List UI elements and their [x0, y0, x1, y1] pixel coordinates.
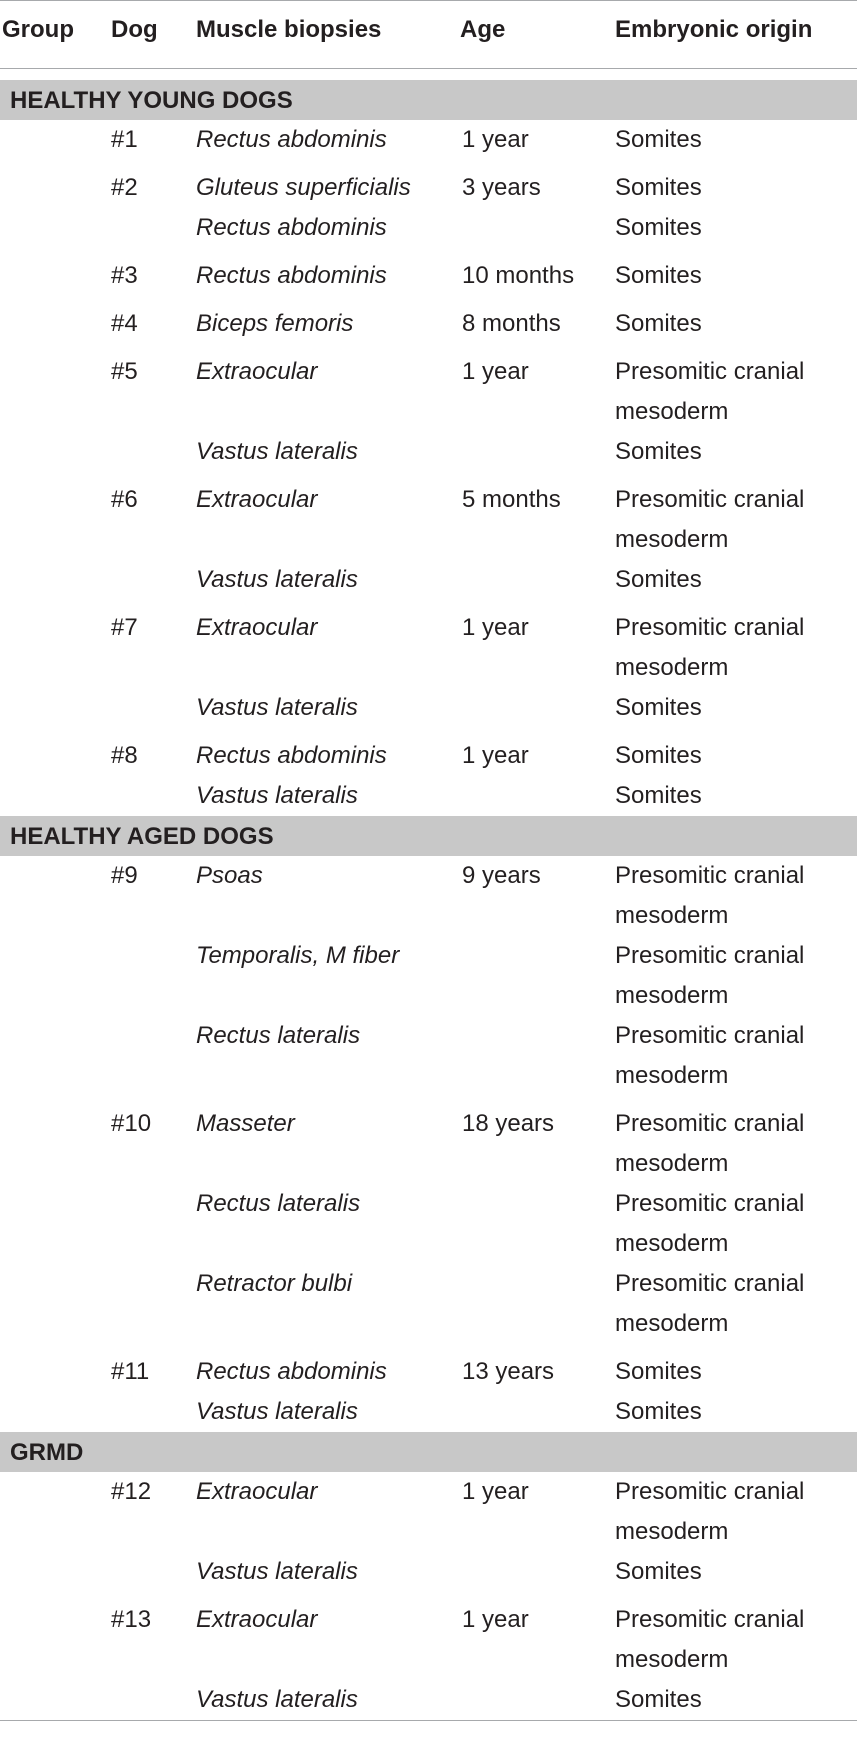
- dog-age: 1 year: [462, 126, 529, 153]
- muscle-name: Rectus abdominis: [196, 126, 387, 153]
- embryonic-origin: mesoderm: [615, 1230, 729, 1257]
- muscle-name: Rectus abdominis: [196, 262, 387, 289]
- embryonic-origin: mesoderm: [615, 1062, 729, 1089]
- group-band: [0, 816, 857, 856]
- header-dog: Dog: [111, 16, 158, 43]
- embryonic-origin: mesoderm: [615, 1150, 729, 1177]
- muscle-name: Biceps femoris: [196, 310, 354, 337]
- dog-id: #9: [111, 862, 138, 889]
- header-row: [0, 0, 857, 68]
- muscle-name: Extraocular: [196, 486, 318, 513]
- dog-age: 13 years: [462, 1358, 555, 1385]
- embryonic-origin: Somites: [615, 1558, 702, 1585]
- embryonic-origin: Somites: [615, 694, 702, 721]
- embryonic-origin: Somites: [615, 174, 702, 201]
- dog-id: #6: [111, 486, 138, 513]
- header-embryonic-origin: Embryonic origin: [615, 16, 813, 43]
- dog-age: 3 years: [462, 174, 541, 201]
- header-group: Group: [2, 16, 74, 43]
- header-rule: [0, 68, 857, 69]
- embryonic-origin: Presomitic cranial: [615, 1110, 805, 1137]
- bottom-rule: [0, 1720, 857, 1721]
- dog-id: #3: [111, 262, 138, 289]
- embryonic-origin: Somites: [615, 214, 702, 241]
- muscle-name: Masseter: [196, 1110, 295, 1137]
- muscle-name: Retractor bulbi: [196, 1270, 353, 1297]
- dog-age: 18 years: [462, 1110, 555, 1137]
- dog-id: #8: [111, 742, 138, 769]
- muscle-name: Extraocular: [196, 358, 318, 385]
- embryonic-origin: Somites: [615, 1686, 702, 1713]
- embryonic-origin: Somites: [615, 126, 702, 153]
- embryonic-origin: Presomitic cranial: [615, 1190, 805, 1217]
- embryonic-origin: Somites: [615, 1398, 702, 1425]
- header-age: Age: [460, 16, 506, 43]
- embryonic-origin: mesoderm: [615, 902, 729, 929]
- muscle-name: Rectus lateralis: [196, 1022, 361, 1049]
- embryonic-origin: Somites: [615, 438, 702, 465]
- embryonic-origin: mesoderm: [615, 982, 729, 1009]
- header-muscle-biopsies: Muscle biopsies: [196, 16, 382, 43]
- muscle-name: Extraocular: [196, 1478, 318, 1505]
- group-label: HEALTHY YOUNG DOGS: [10, 87, 293, 114]
- dog-age: 1 year: [462, 1606, 529, 1633]
- embryonic-origin: mesoderm: [615, 1518, 729, 1545]
- muscle-name: Temporalis, M fiber: [196, 942, 400, 969]
- muscle-name: Vastus lateralis: [196, 566, 358, 593]
- muscle-name: Vastus lateralis: [196, 438, 358, 465]
- muscle-name: Vastus lateralis: [196, 782, 358, 809]
- embryonic-origin: Presomitic cranial: [615, 358, 805, 385]
- embryonic-origin: mesoderm: [615, 654, 729, 681]
- embryonic-origin: mesoderm: [615, 398, 729, 425]
- embryonic-origin: mesoderm: [615, 526, 729, 553]
- muscle-name: Rectus abdominis: [196, 1358, 387, 1385]
- dog-id: #1: [111, 126, 138, 153]
- dog-id: #7: [111, 614, 138, 641]
- embryonic-origin: Presomitic cranial: [615, 486, 805, 513]
- group-label: GRMD: [10, 1439, 84, 1466]
- dog-id: #5: [111, 358, 138, 385]
- dog-age: 9 years: [462, 862, 541, 889]
- embryonic-origin: Presomitic cranial: [615, 614, 805, 641]
- dog-id: #10: [111, 1110, 152, 1137]
- muscle-name: Rectus abdominis: [196, 214, 387, 241]
- embryonic-origin: Somites: [615, 566, 702, 593]
- muscle-name: Extraocular: [196, 1606, 318, 1633]
- muscle-name: Rectus abdominis: [196, 742, 387, 769]
- embryonic-origin: Somites: [615, 742, 702, 769]
- embryonic-origin: mesoderm: [615, 1310, 729, 1337]
- embryonic-origin: Presomitic cranial: [615, 942, 805, 969]
- dog-age: 1 year: [462, 742, 529, 769]
- dog-age: 8 months: [462, 310, 561, 337]
- dog-age: 1 year: [462, 358, 529, 385]
- muscle-name: Vastus lateralis: [196, 694, 358, 721]
- muscle-name: Vastus lateralis: [196, 1398, 358, 1425]
- group-label: HEALTHY AGED DOGS: [10, 823, 274, 850]
- group-band: [0, 1432, 857, 1472]
- embryonic-origin: Presomitic cranial: [615, 1606, 805, 1633]
- muscle-name: Gluteus superficialis: [196, 174, 411, 201]
- group-band: [0, 80, 857, 120]
- embryonic-origin: Somites: [615, 782, 702, 809]
- embryonic-origin: Presomitic cranial: [615, 862, 805, 889]
- embryonic-origin: Presomitic cranial: [615, 1022, 805, 1049]
- muscle-name: Rectus lateralis: [196, 1190, 361, 1217]
- embryonic-origin: Somites: [615, 1358, 702, 1385]
- dog-id: #13: [111, 1606, 152, 1633]
- dog-age: 10 months: [462, 262, 575, 289]
- embryonic-origin: Somites: [615, 262, 702, 289]
- muscle-name: Vastus lateralis: [196, 1558, 358, 1585]
- embryonic-origin: mesoderm: [615, 1646, 729, 1673]
- muscle-name: Vastus lateralis: [196, 1686, 358, 1713]
- embryonic-origin: Presomitic cranial: [615, 1270, 805, 1297]
- dog-age: 5 months: [462, 486, 561, 513]
- dog-id: #12: [111, 1478, 152, 1505]
- dog-id: #2: [111, 174, 138, 201]
- dog-id: #4: [111, 310, 138, 337]
- embryonic-origin: Somites: [615, 310, 702, 337]
- dog-id: #11: [111, 1358, 150, 1385]
- muscle-name: Extraocular: [196, 614, 318, 641]
- dog-age: 1 year: [462, 1478, 529, 1505]
- embryonic-origin: Presomitic cranial: [615, 1478, 805, 1505]
- dog-age: 1 year: [462, 614, 529, 641]
- muscle-name: Psoas: [196, 862, 263, 889]
